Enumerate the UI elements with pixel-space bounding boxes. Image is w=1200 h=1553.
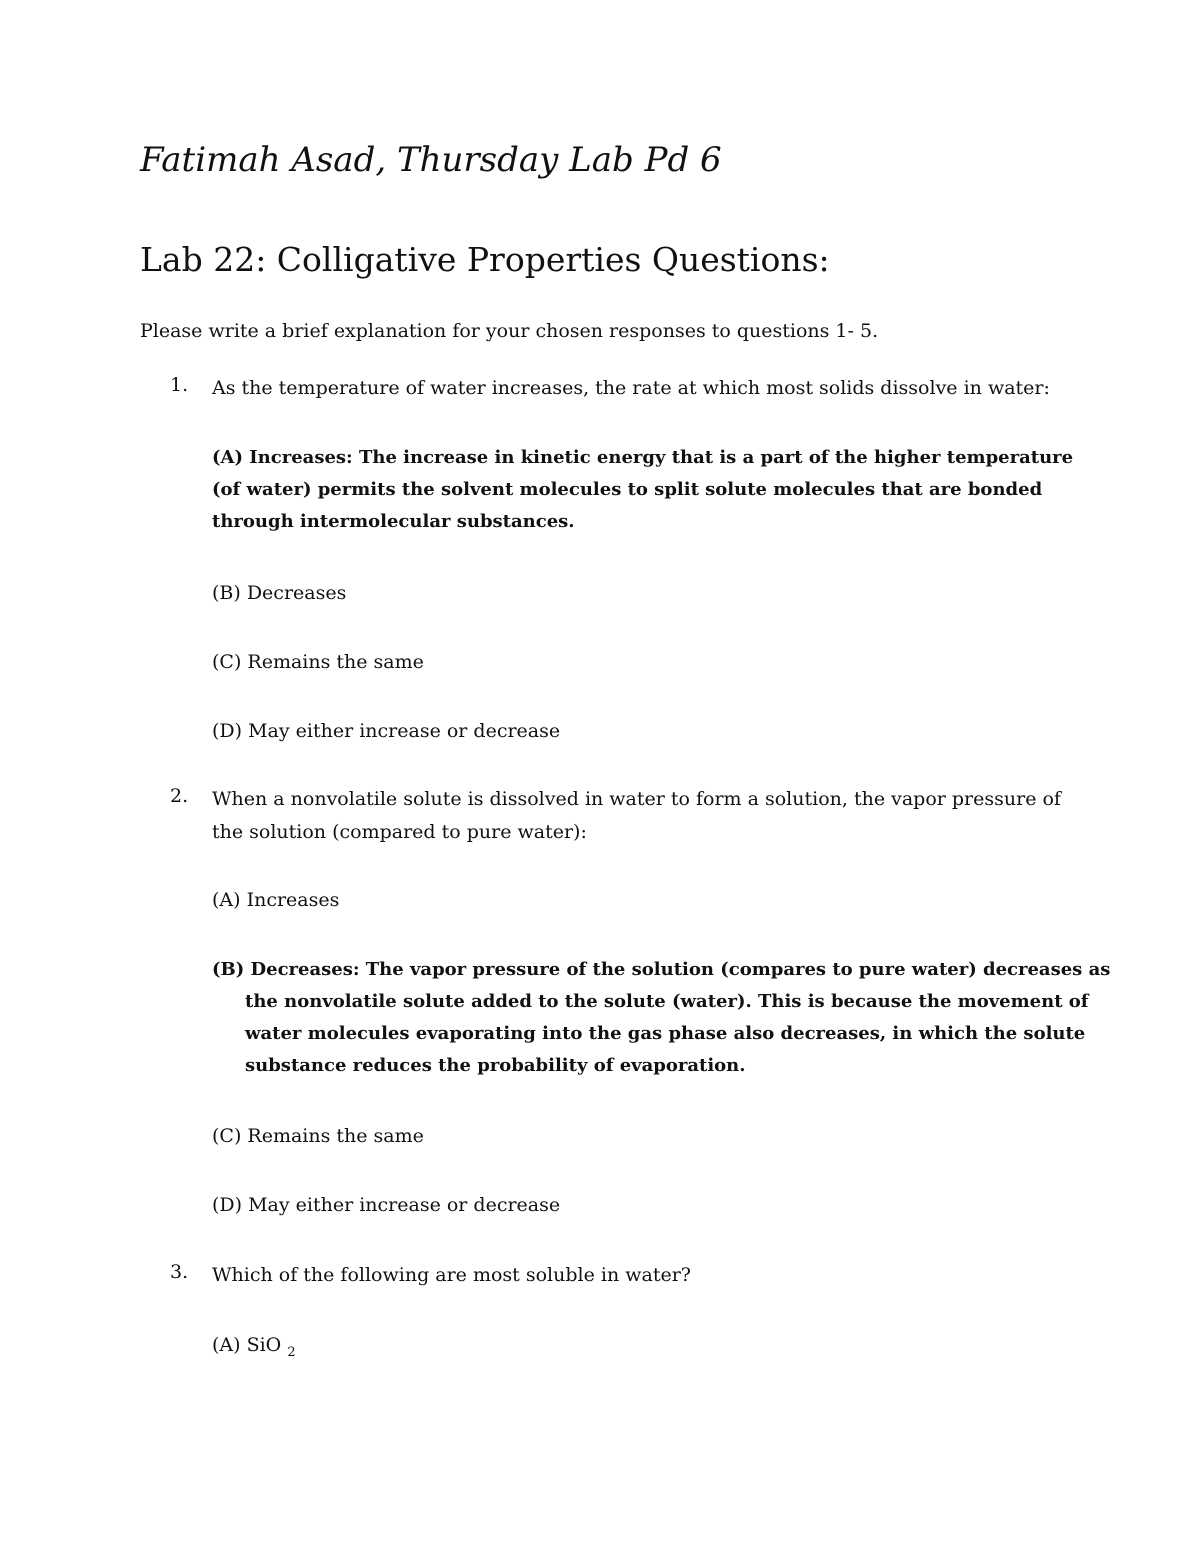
page-title: Lab 22: Colligative Properties Questions: — [140, 240, 830, 279]
question-3-number: 3. — [170, 1261, 189, 1283]
student-name-header: Fatimah Asad, Thursday Lab Pd 6 — [140, 140, 722, 180]
question-1-text: As the temperature of water increases, the rate at which most solids dissolve in water: — [212, 377, 1050, 399]
question-2-choice-c: (C) Remains the same — [212, 1125, 424, 1147]
question-2-selected-answer: (B) Decreases: The vapor pressure of the solution (compares to pure water) decreases as the nonvolatile solute added to the solute (water). This is because the movement of water molecules evaporating into the gas phase also decreases, in which the solute substance reduces the probability of evaporation. — [212, 959, 1111, 1076]
question-1-choice-b: (B) Decreases — [212, 582, 347, 604]
question-1-choice-c: (C) Remains the same — [212, 651, 424, 673]
question-3-choice-a-label: (A) SiO — [212, 1334, 282, 1356]
question-3-choice-a-subscript: 2 — [287, 1345, 296, 1360]
question-2-number: 2. — [170, 785, 189, 807]
question-3-text: Which of the following are most soluble in water? — [212, 1264, 691, 1286]
question-2-text: When a nonvolatile solute is dissolved in water to form a solution, the vapor pressure of the solution (compared to pure water): — [212, 788, 1061, 843]
question-3-choice-a — [212, 1329, 1112, 1369]
question-1-selected-answer: (A) Increases: The increase in kinetic energy that is a part of the higher temperature (of water) permits the solvent molecules to split solute molecules that are bonded through intermolecular substances. — [212, 447, 1074, 532]
instructions-text: Please write a brief explanation for your chosen responses to questions 1- 5. — [140, 320, 879, 342]
question-2-choice-d: (D) May either increase or decrease — [212, 1194, 561, 1216]
question-1-choice-d: (D) May either increase or decrease — [212, 720, 561, 742]
question-1-number: 1. — [170, 374, 189, 396]
question-2-choice-a: (A) Increases — [212, 889, 340, 911]
